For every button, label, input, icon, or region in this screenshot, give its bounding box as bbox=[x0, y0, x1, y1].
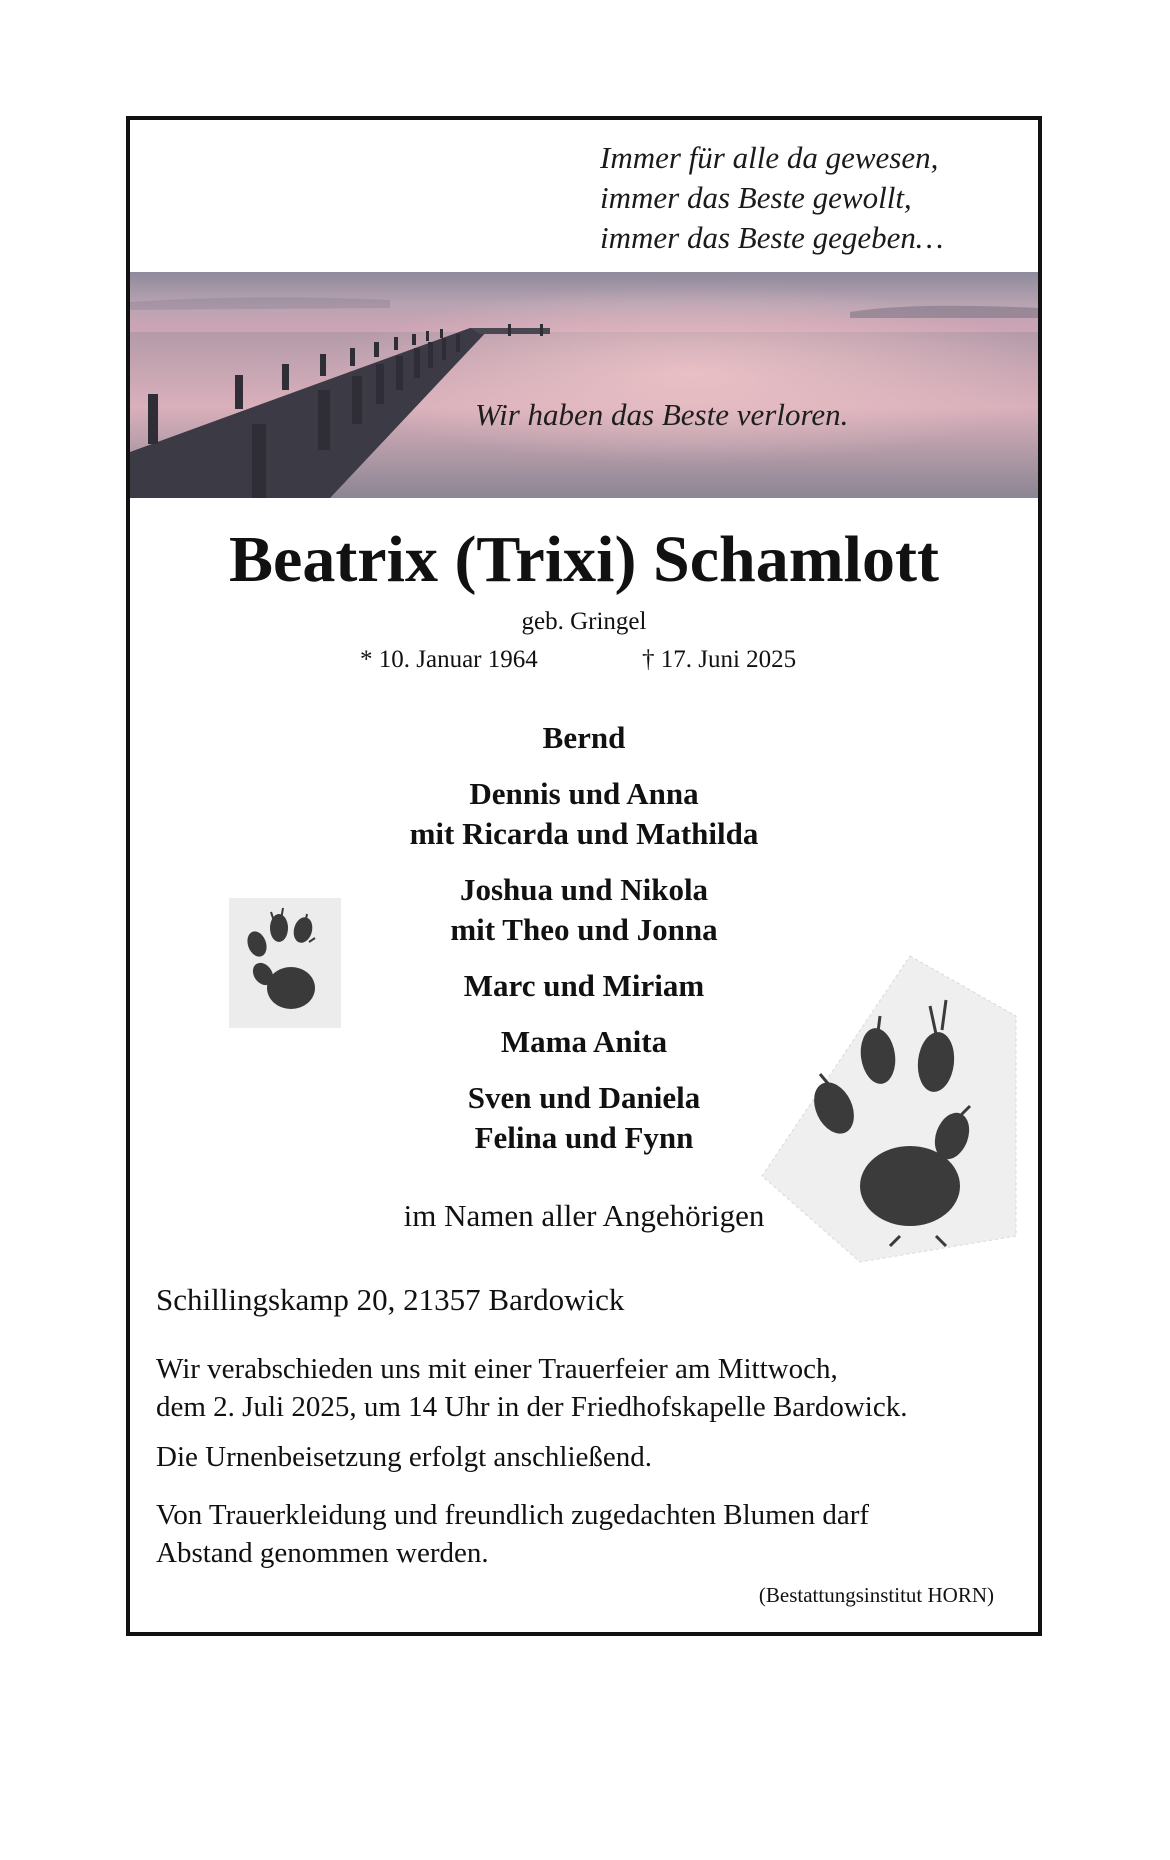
mourner-line: Joshua und Nikola bbox=[459, 872, 709, 907]
motto-line: Immer für alle da gewesen, bbox=[600, 140, 939, 175]
paw-print-icon bbox=[229, 898, 341, 1028]
jetty-photo bbox=[130, 272, 1038, 498]
motto-line: immer das Beste gewollt, bbox=[600, 180, 912, 215]
mourner-line: Dennis und Anna bbox=[469, 776, 699, 811]
motto-verse bbox=[600, 138, 944, 258]
jetty-photo-image bbox=[130, 272, 1038, 498]
photo-caption: Wir haben das Beste verloren. bbox=[475, 397, 849, 432]
deceased-name: Beatrix (Trixi) Schamlott bbox=[229, 523, 939, 596]
obituary-frame bbox=[126, 116, 1042, 1636]
burial-line: Die Urnenbeisetzung erfolgt anschließend. bbox=[156, 1441, 653, 1473]
ceremony-line: dem 2. Juli 2025, um 14 Uhr in der Friedhofskapelle Bardowick. bbox=[156, 1391, 908, 1423]
death-date: † 17. Juni 2025 bbox=[642, 646, 797, 673]
mourner-group bbox=[130, 718, 1038, 758]
mourner-line: Marc und Miriam bbox=[463, 968, 705, 1003]
ceremony-text bbox=[156, 1350, 907, 1426]
birth-date: * 10. Januar 1964 bbox=[360, 646, 538, 673]
behalf-line: im Namen aller Angehörigen bbox=[403, 1198, 765, 1233]
request-line: Von Trauerkleidung und freundlich zugedachten Blumen darf bbox=[156, 1499, 870, 1531]
burial-text bbox=[156, 1438, 652, 1476]
motto-line: immer das Beste gegeben… bbox=[600, 220, 944, 255]
mourner-group bbox=[130, 774, 1038, 854]
mourner-line: mit Theo und Jonna bbox=[450, 912, 718, 947]
mourner-line: Bernd bbox=[542, 720, 626, 755]
mourner-line: Sven und Daniela bbox=[467, 1080, 701, 1115]
request-text bbox=[156, 1496, 869, 1572]
mourner-line: mit Ricarda und Mathilda bbox=[409, 816, 759, 851]
mourner-line: Mama Anita bbox=[500, 1024, 668, 1059]
mourner-line: Felina und Fynn bbox=[474, 1120, 694, 1155]
maiden-name: geb. Gringel bbox=[521, 608, 647, 635]
request-line: Abstand genommen werden. bbox=[156, 1537, 489, 1569]
address: Schillingskamp 20, 21357 Bardowick bbox=[156, 1282, 625, 1317]
undertaker-credit: (Bestattungsinstitut HORN) bbox=[758, 1583, 994, 1607]
ceremony-line: Wir verabschieden uns mit einer Trauerfeier am Mittwoch, bbox=[156, 1353, 838, 1385]
